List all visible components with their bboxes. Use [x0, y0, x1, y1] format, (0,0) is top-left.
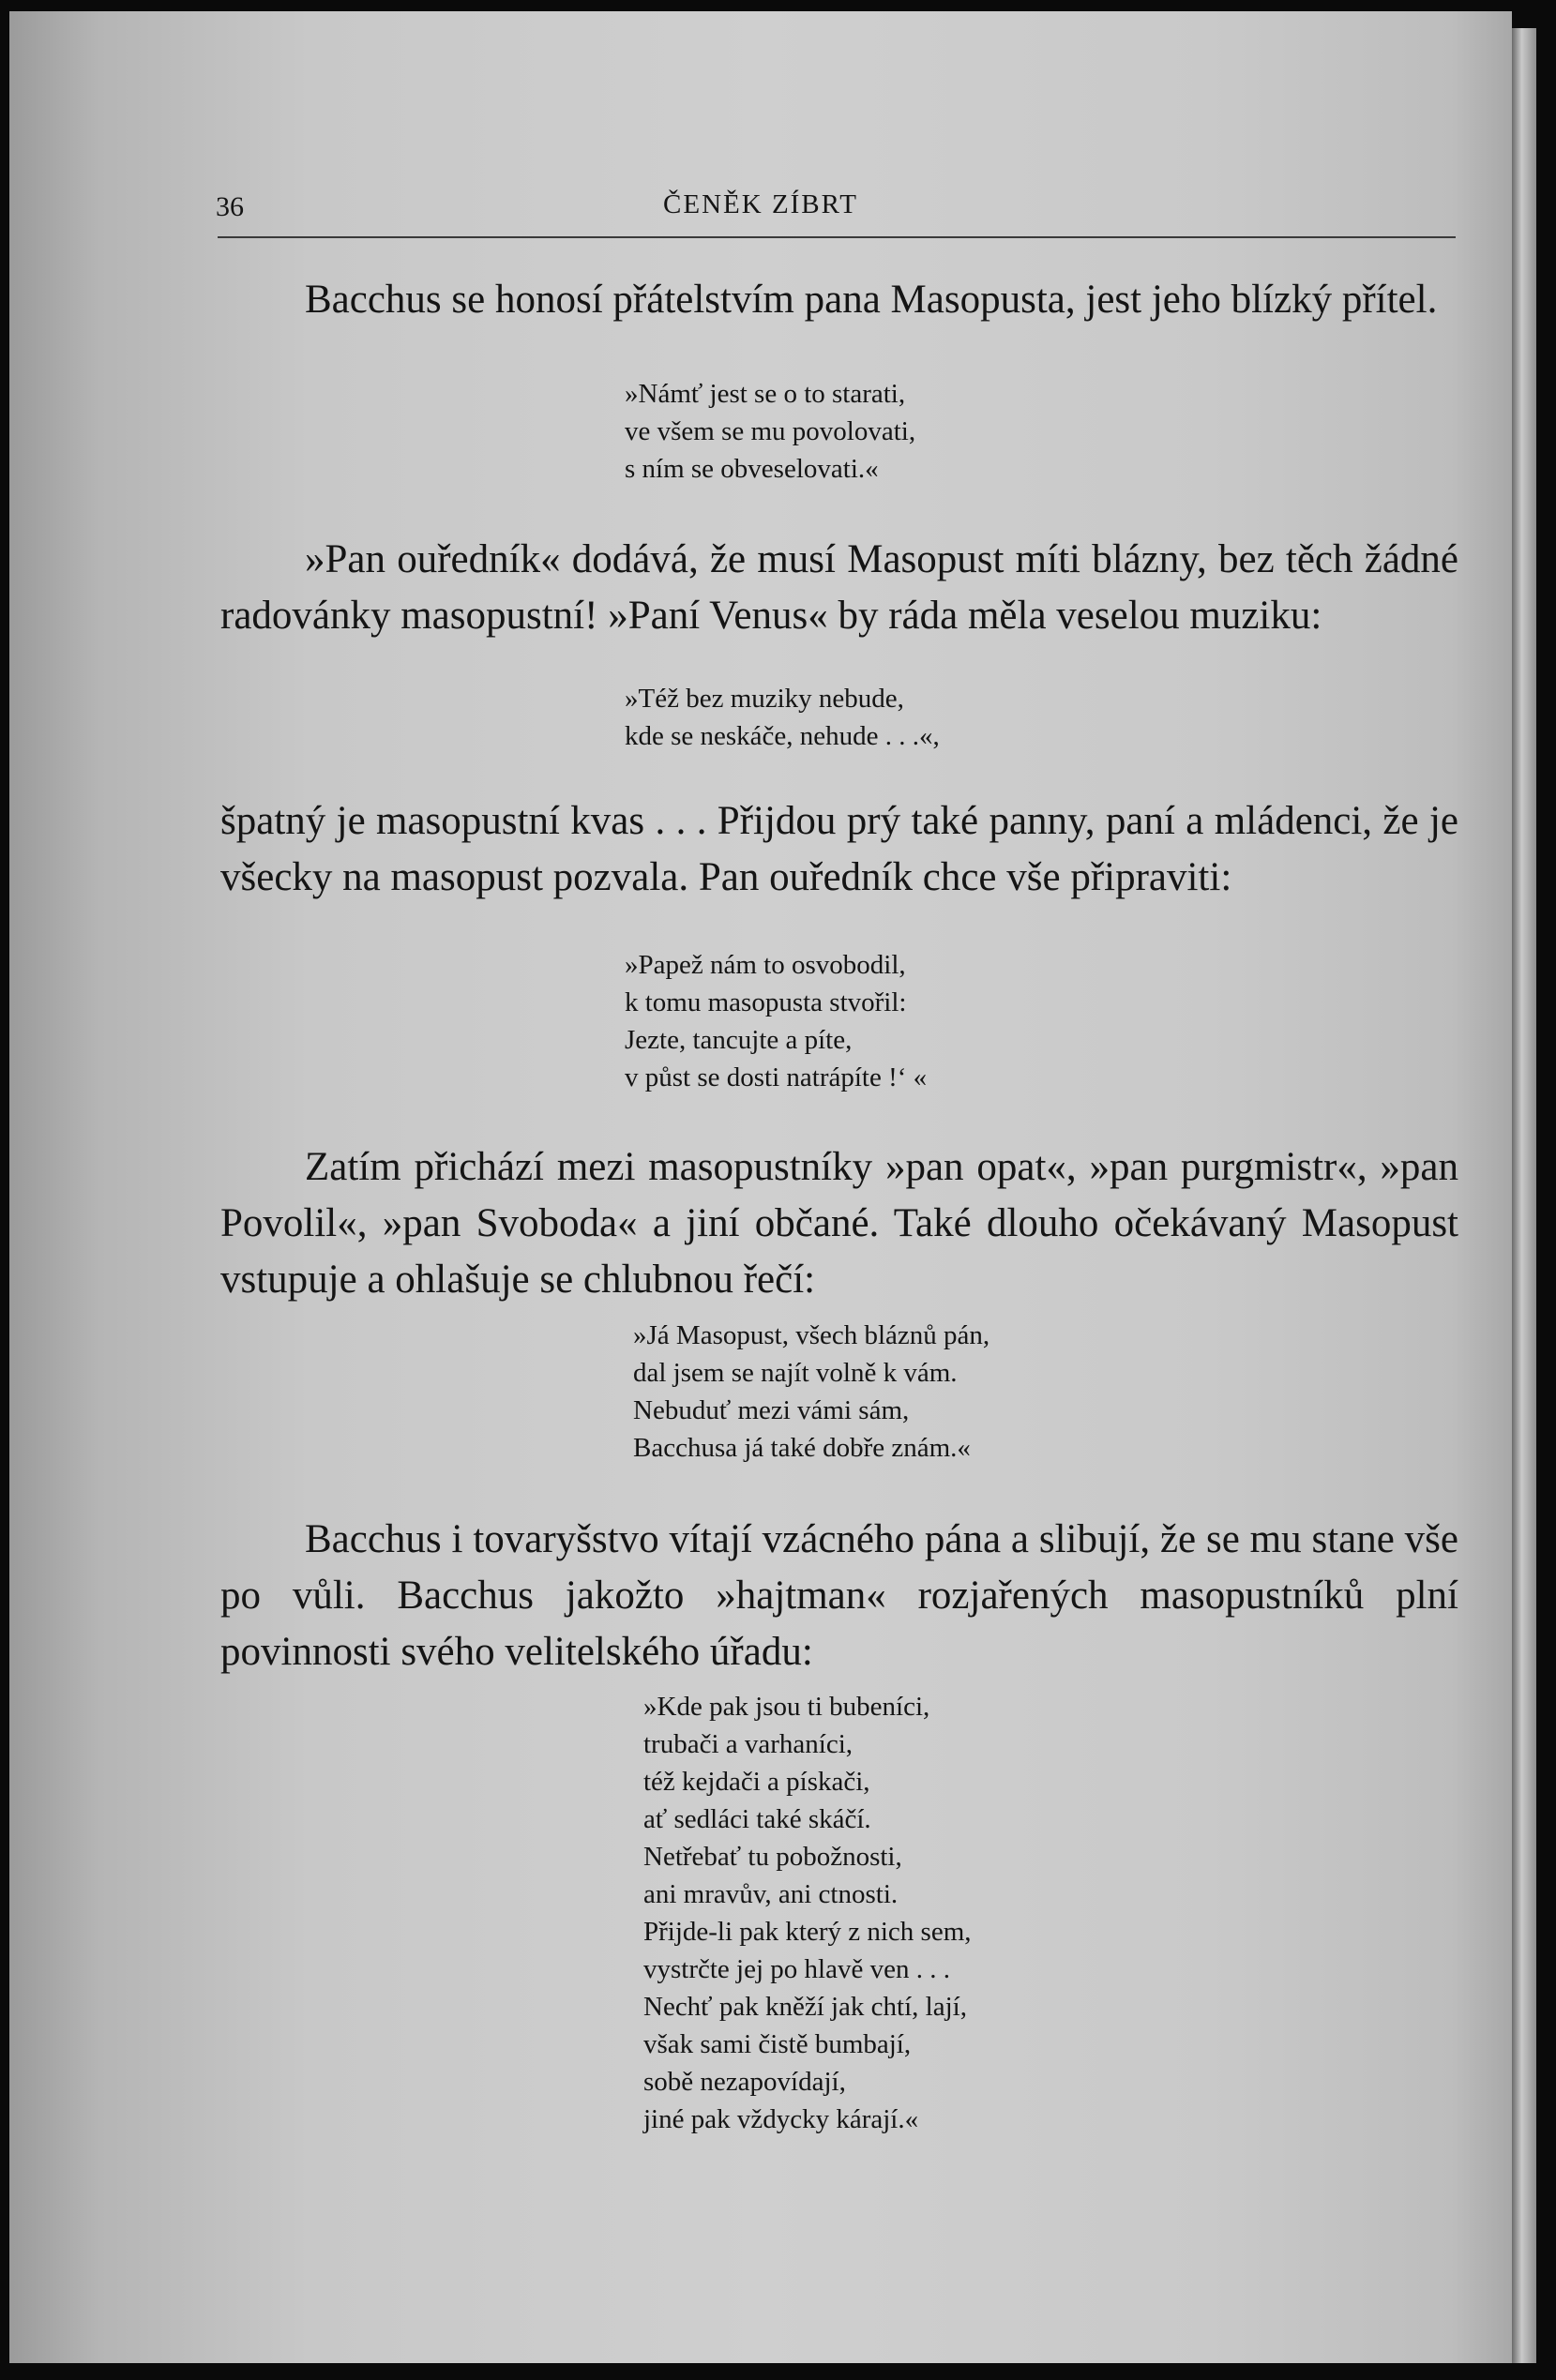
verse-line: sobě nezapovídají, — [643, 2067, 846, 2097]
verse-4 — [633, 1317, 989, 1467]
verse-line: ani mravův, ani ctnosti. — [643, 1879, 899, 1909]
verse-line: v půst se dosti natrápíte !‘ « — [625, 1062, 928, 1092]
verse-line: Nebuduť mezi vámi sám, — [633, 1395, 910, 1425]
verse-2 — [625, 680, 940, 755]
verse-line: »Kde pak jsou ti bubeníci, — [643, 1692, 930, 1722]
verse-line: vystrčte jej po hlavě ven . . . — [643, 1954, 950, 1984]
verse-line: trubači a varhaníci, — [643, 1729, 854, 1759]
verse-1 — [625, 375, 915, 488]
paragraph-5: Bacchus i tovaryšstvo vítají vzácného pána a slibují, že se mu stane vše po vůli. Bacchus jakožto »hajtman« rozjařených masopustníků plní povinnosti svého velitelského úřadu: — [220, 1517, 1458, 1674]
verse-line: Netřebať tu pobožnosti, — [643, 1842, 902, 1872]
verse-line: »Papež nám to osvobodil, — [625, 950, 906, 980]
verse-line: jiné pak vždycky kárají.« — [643, 2104, 919, 2134]
verse-line: Přijde-li pak který z nich sem, — [643, 1917, 972, 1947]
paragraph-3: špatný je masopustní kvas . . . Přijdou prý také panny, paní a mládenci, že je všecky na masopust pozvala. Pan ouředník chce vše připraviti: — [220, 799, 1458, 899]
verse-line: »Námť jest se o to starati, — [625, 379, 906, 409]
verse-line: též kejdači a pískači, — [643, 1767, 870, 1797]
running-title: ČENĚK ZÍBRT — [663, 189, 858, 219]
verse-line: s ním se obveselovati.« — [625, 454, 879, 484]
verse-line: ve všem se mu povolovati, — [625, 416, 916, 446]
book-page — [9, 11, 1512, 2363]
verse-line: »Též bez muziky nebude, — [625, 684, 904, 714]
verse-3 — [625, 946, 927, 1096]
page-number: 36 — [216, 191, 244, 222]
verse-line: »Já Masopust, všech bláznů pán, — [633, 1320, 990, 1350]
verse-5 — [643, 1688, 972, 2138]
verse-line: Bacchusa já také dobře znám.« — [633, 1433, 971, 1463]
verse-line: však sami čistě bumbají, — [643, 2029, 912, 2059]
paragraph-1: Bacchus se honosí přátelstvím pana Masopusta, jest jeho blízký přítel. — [305, 278, 1438, 322]
verse-line: dal jsem se najít volně k vám. — [633, 1358, 958, 1388]
verse-line: Jezte, tancujte a píte, — [625, 1025, 853, 1055]
verse-line: Nechť pak kněží jak chtí, lají, — [643, 1992, 967, 2022]
verse-line: ať sedláci také skáčí. — [643, 1804, 871, 1834]
paragraph-2: »Pan ouředník« dodává, že musí Masopust míti blázny, bez těch žádné radovánky masopustní! »Paní Venus« by ráda měla veselou muziku: — [220, 537, 1458, 638]
verse-line: kde se neskáče, nehude . . .«, — [625, 721, 940, 751]
paragraph-4: Zatím přichází mezi masopustníky »pan opat«, »pan purgmistr«, »pan Povolil«, »pan Svoboda« a jiní občané. Také dlouho očekávaný Masopust vstupuje a ohlašuje se chlubnou řečí: — [220, 1145, 1458, 1302]
header-rule — [218, 236, 1456, 238]
verse-line: k tomu masopusta stvořil: — [625, 987, 907, 1017]
adjacent-page-edge — [1512, 28, 1536, 2363]
